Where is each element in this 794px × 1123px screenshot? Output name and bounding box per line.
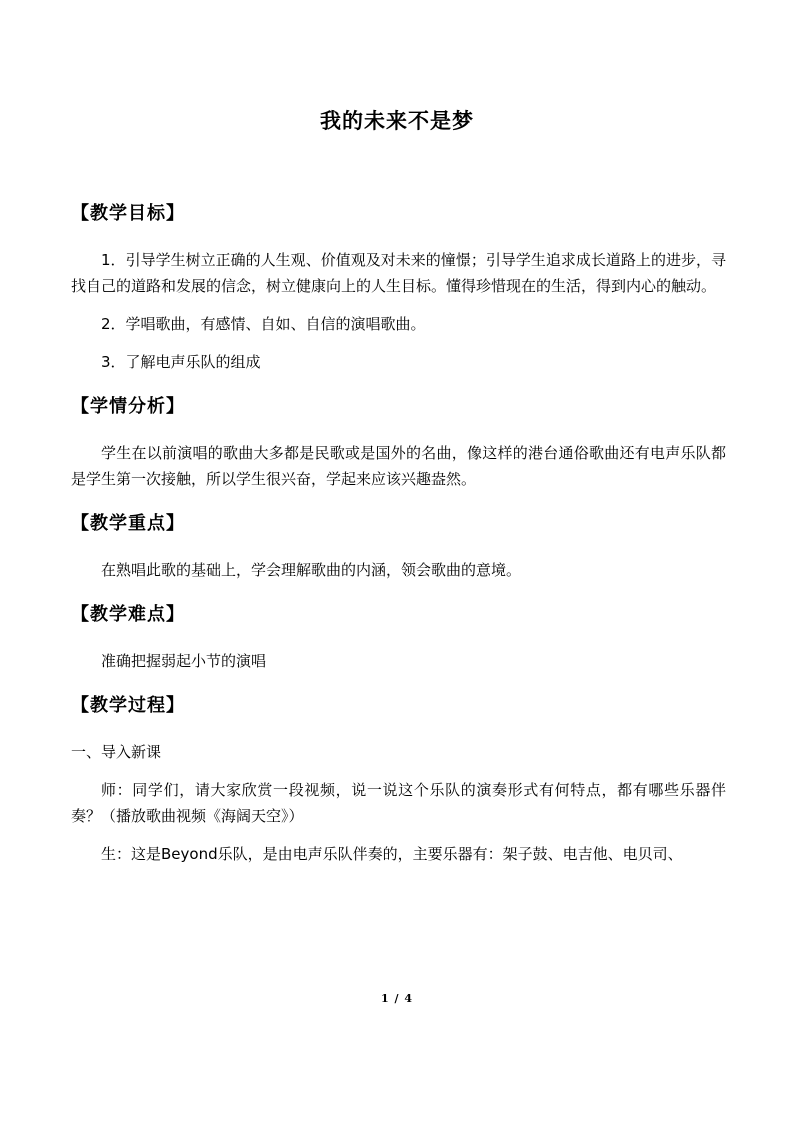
process-student-line: 生：这是Beyond乐队，是由电声乐队伴奏的，主要乐器有：架子鼓、电吉他、电贝司、	[101, 845, 683, 863]
difficulties-text: 准确把握弱起小节的演唱	[101, 652, 267, 670]
section-heading-difficulties: 【教学难点】	[71, 604, 185, 625]
document-title: 我的未来不是梦	[320, 109, 474, 133]
section-heading-analysis: 【学情分析】	[71, 396, 185, 417]
page-number: 1 / 4	[381, 992, 413, 1005]
key-points-text: 在熟唱此歌的基础上，学会理解歌曲的内涵，领会歌曲的意境。	[101, 561, 522, 579]
objective-item-1: 1．引导学生树立正确的人生观、价值观及对未来的憧憬；引导学生追求成长道路上的进步，寻找自己的道路和发展的信念，树立健康向上的人生目标。懂得珍惜现在的生活，得到内心的触动。	[71, 251, 726, 295]
section-heading-process: 【教学过程】	[71, 695, 185, 716]
analysis-text: 学生在以前演唱的歌曲大多都是民歌或是国外的名曲，像这样的港台通俗歌曲还有电声乐队都是学生第一次接触，所以学生很兴奋，学起来应该兴趣盎然。	[71, 444, 726, 488]
process-step-1: 一、导入新课	[71, 743, 162, 761]
document-body	[71, 198, 726, 867]
objective-item-3: 3．了解电声乐队的组成	[101, 353, 261, 371]
section-heading-key-points: 【教学重点】	[71, 513, 185, 534]
objective-item-2: 2．学唱歌曲，有感情、自如、自信的演唱歌曲。	[101, 315, 426, 333]
section-heading-objectives: 【教学目标】	[71, 203, 185, 224]
process-teacher-line: 师：同学们，请大家欣赏一段视频，说一说这个乐队的演奏形式有何特点，都有哪些乐器伴奏？（播放歌曲视频《海阔天空》）	[71, 781, 726, 825]
